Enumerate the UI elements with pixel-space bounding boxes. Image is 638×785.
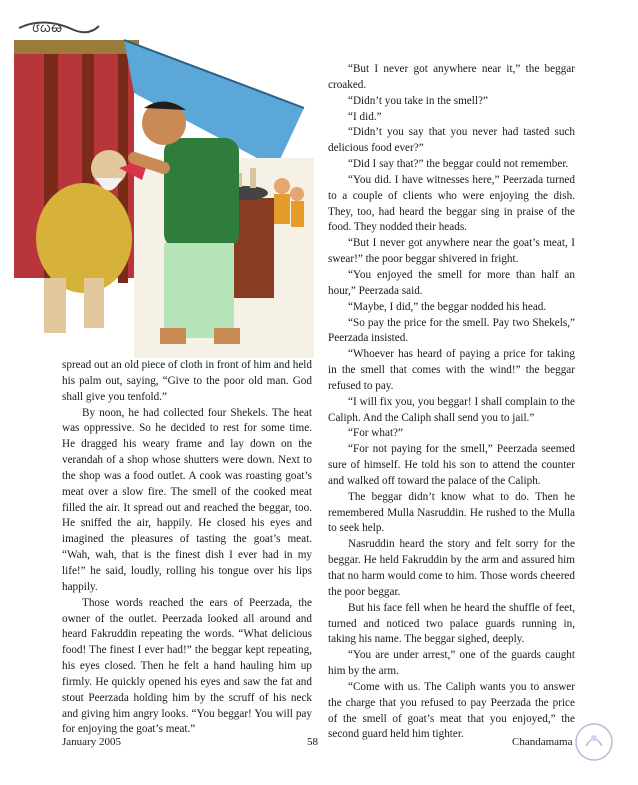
peerzada-figure: [164, 138, 239, 248]
paragraph: “Come with us. The Caliph wants you to answer the charge that you refused to pay Peerzada the price of the smell of goat’s meat that you enjoyed,” the second guard held him tighter.: [328, 680, 575, 741]
paragraph: “You did. I have witnesses here,” Peerzada turned to a couple of clients who were enjoying the dish. They, too, had heard the beggar sing in praise of the food. They nodded their heads.: [328, 173, 575, 234]
paragraph: The beggar didn’t know what to do. Then he remembered Mulla Nasruddin. He rushed to the Mulla to seek help.: [328, 490, 575, 535]
page-number: 58: [307, 736, 318, 748]
story-column-left: [62, 358, 312, 738]
paragraph: “Didn’t you take in the smell?”: [348, 94, 488, 107]
paragraph: “But I never got anywhere near it,” the beggar croaked.: [328, 63, 575, 91]
chandamama-seal-icon: [574, 722, 614, 762]
paragraph: “For what?”: [348, 427, 403, 440]
paragraph: “Whoever has heard of paying a price for taking in the smell that comes with the wind!” the beggar refused to pay.: [328, 348, 575, 392]
sign-text: ᰂᰃᰄ: [32, 21, 63, 35]
paragraph: “You are under arrest,” one of the guards caught him by the arm.: [328, 649, 575, 678]
paragraph: By noon, he had collected four Shekels. The heat was oppressive. So he decided to rest for some time. He dragged his weary frame and lay down on the verandah of a shop whose shutters were down. Next to the shop was a food outlet. A cook was roasting goat’s meat over a slow fire. The smell of the cooked meat filled the air. It spread out and reached the beggar, too. He sniffed the air, happily. He closed his eyes and imagined the pleasures of tasting the goat’s meat. “Wah, wah, that is the finest dish I ever had in my life!” he said, loudly, rolling his tongue over his lips happily.: [62, 406, 312, 593]
paragraph: But his face fell when he heard the shuffle of feet, turned and noticed two palace guards running in, taking his name. The beggar sighed, deeply.: [328, 601, 575, 646]
story-column-right: [328, 62, 575, 743]
paragraph: “Didn’t you say that you never had tasted such delicious food ever?”: [328, 126, 575, 155]
paragraph: Nasruddin heard the story and felt sorry for the beggar. He held Fakruddin by the arm and assured him that no harm would come to him. Those words cheered the poor beggar.: [328, 538, 575, 598]
paragraph: “Did I say that?” the beggar could not remember.: [348, 158, 569, 171]
paragraph: “So pay the price for the smell. Pay two Shekels,” Peerzada insisted.: [328, 316, 575, 345]
paragraph: “I did.”: [348, 110, 382, 123]
beggar-figure: [36, 183, 132, 293]
paragraph: Those words reached the ears of Peerzada, the owner of the outlet. Peerzada looked all around and heard Fakruddin repeating the words. “What delicious food! The finest I ever had!” the beggar kept repeating, his eyes closed. Then he felt a hand hauling him up firmly. He quickly opened his eyes and saw the fat and stout Peerzada holding him by the scruff of his neck and giving him angry looks. “You beggar! You will pay for enjoying the goat’s meat.”: [62, 596, 312, 736]
client-figure: [274, 194, 290, 224]
footer-date: January 2005: [62, 736, 121, 748]
paragraph: “Maybe, I did,” the beggar nodded his head.: [348, 300, 547, 313]
paragraph: “For not paying for the smell,” Peerzada seemed sure of himself. He told his son to attend the counter and walked off toward the palace of the Caliph.: [328, 443, 575, 487]
story-illustration: [14, 8, 314, 360]
magazine-name: Chandamama: [512, 736, 573, 748]
paragraph: “I will fix you, you beggar! I shall complain to the Caliph. And the Caliph shall send you to jail.”: [328, 395, 575, 424]
paragraph: “You enjoyed the smell for more than half an hour,” Peerzada said.: [328, 268, 575, 297]
paragraph: spread out an old piece of cloth in front of him and held his palm out, saying, “Give to the poor old man. God shall give you tenfold.”: [62, 359, 312, 403]
paragraph: “But I never got anywhere near the goat’s meat, I swear!” the poor beggar shivered in fright.: [328, 237, 575, 266]
